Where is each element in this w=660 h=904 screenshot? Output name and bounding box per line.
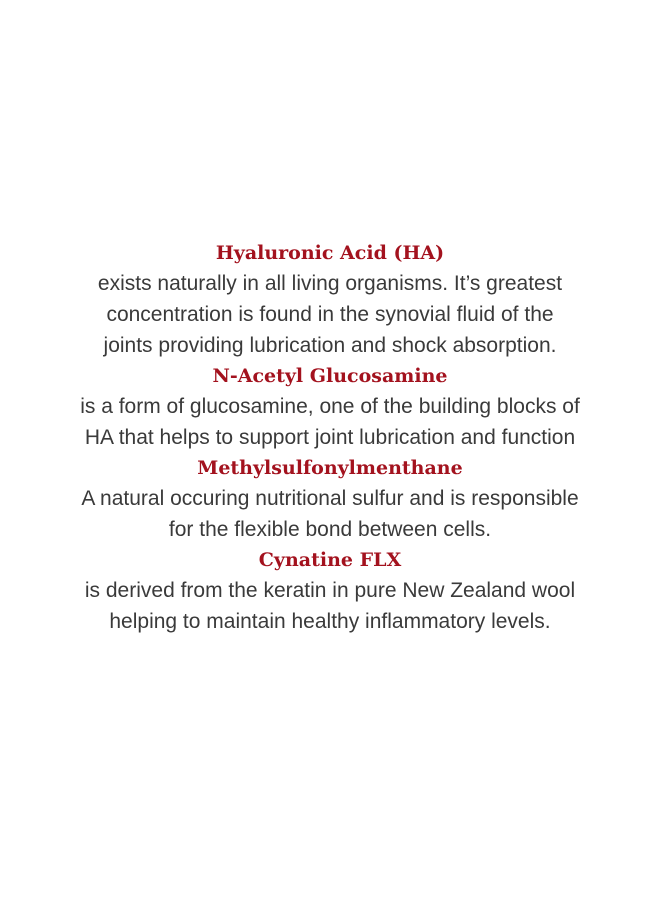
section-heading: Methylsulfonylmenthane [197, 457, 463, 479]
section-n-acetyl-glucosamine [0, 361, 660, 453]
section-text-line: concentration is found in the synovial fluid of the [106, 303, 554, 326]
section-heading: Cynatine FLX [258, 549, 402, 571]
section-text-line: exists naturally in all living organisms. It’s greatest [97, 272, 563, 295]
section-text-line: is derived from the keratin in pure New Zealand wool [84, 579, 576, 602]
section-hyaluronic-acid [0, 238, 660, 361]
section-heading: N-Acetyl Glucosamine [212, 365, 448, 387]
ingredient-info-block [0, 238, 660, 637]
section-heading: Hyaluronic Acid (HA) [215, 242, 445, 264]
section-cynatine-flx [0, 545, 660, 637]
section-text-line: HA that helps to support joint lubrication and function [84, 426, 576, 449]
section-text-line: for the flexible bond between cells. [168, 518, 492, 541]
section-text-line: A natural occuring nutritional sulfur and is responsible [81, 487, 579, 510]
section-methylsulfonylmenthane [0, 453, 660, 545]
section-text-line: joints providing lubrication and shock absorption. [103, 334, 557, 357]
section-text-line: is a form of glucosamine, one of the building blocks of [80, 395, 580, 418]
section-text-line: helping to maintain healthy inflammatory levels. [109, 610, 551, 633]
